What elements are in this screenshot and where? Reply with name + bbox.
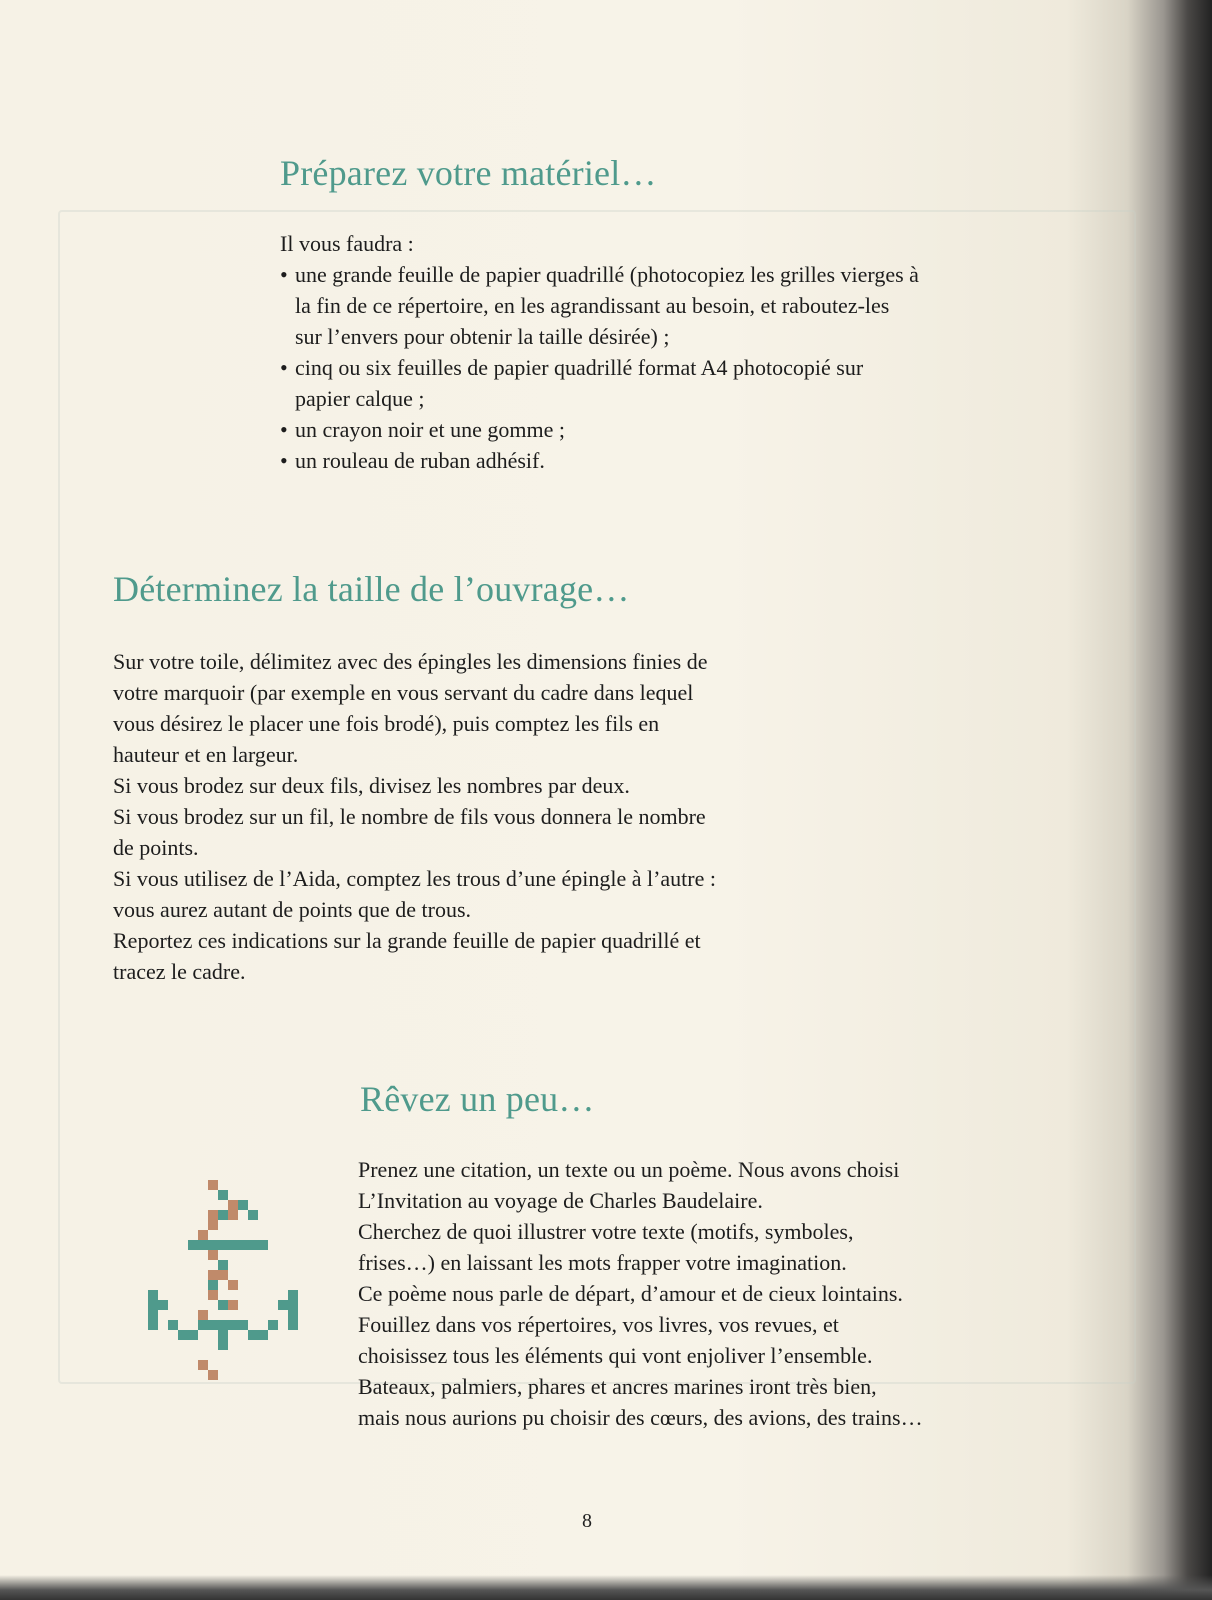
revez-text-line: Fouillez dans vos répertoires, vos livres, vos revues, et [358, 1312, 839, 1337]
taille-text-line: hauteur et en largeur. [113, 742, 299, 767]
revez-text-line: mais nous aurions pu choisir des cœurs, des avions, des trains… [358, 1405, 923, 1430]
show-through-script [140, 470, 156, 544]
materiel-item-line [280, 414, 919, 445]
taille-text-line: Si vous brodez sur deux fils, divisez les nombres par deux. [113, 773, 630, 798]
bullet-icon: • [280, 262, 288, 287]
scan-edge-shadow [0, 1575, 1212, 1600]
section-title-materiel: Préparez votre matériel… [280, 153, 657, 193]
revez-text-line: Bateaux, palmiers, phares et ancres marines iront très bien, [358, 1374, 877, 1399]
taille-text-line: Reportez ces indications sur la grande feuille de papier quadrillé et [113, 928, 701, 953]
materiel-intro: Il vous faudra : [280, 231, 414, 256]
bullet-icon: • [280, 355, 288, 380]
materiel-item-line [280, 321, 919, 352]
materiel-item-line [280, 352, 919, 383]
materiel-item-text: un rouleau de ruban adhésif. [295, 448, 545, 473]
section-title-taille: Déterminez la taille de l’ouvrage… [113, 569, 630, 609]
materiel-item-text: un crayon noir et une gomme ; [295, 417, 566, 442]
revez-text-line: choisissez tous les éléments qui vont enjoliver l’ensemble. [358, 1343, 873, 1368]
taille-text-line: Si vous utilisez de l’Aida, comptez les trous d’une épingle à l’autre : [113, 866, 717, 891]
taille-paragraph [113, 646, 716, 987]
revez-text-line: L’Invitation au voyage de Charles Baudelaire. [358, 1188, 763, 1213]
bullet-icon: • [280, 448, 288, 473]
materiel-item-text: cinq ou six feuilles de papier quadrillé format A4 photocopié sur [295, 355, 864, 380]
taille-text-line: Si vous brodez sur un fil, le nombre de fils vous donnera le nombre [113, 804, 706, 829]
revez-text-line: Prenez une citation, un texte ou un poème. Nous avons choisi [358, 1157, 900, 1182]
revez-text-line: Ce poème nous parle de départ, d’amour et de cieux lointains. [358, 1281, 903, 1306]
materiel-item-line [280, 290, 919, 321]
materiel-list [280, 228, 919, 476]
materiel-item-line [280, 383, 919, 414]
revez-paragraph [358, 1154, 923, 1433]
page-number: 8 [582, 1510, 592, 1532]
taille-text-line: votre marquoir (par exemple en vous servant du cadre dans lequel [113, 680, 694, 705]
taille-text-line: vous désirez le placer une fois brodé), puis comptez les fils en [113, 711, 660, 736]
taille-text-line: tracez le cadre. [113, 959, 246, 984]
revez-text-line: frises…) en laissant les mots frapper votre imagination. [358, 1250, 847, 1275]
anchor-cross-stitch-icon [148, 1180, 298, 1390]
materiel-item-text: papier calque ; [295, 386, 425, 411]
materiel-item-text: sur l’envers pour obtenir la taille désirée) ; [295, 324, 670, 349]
section-title-revez: Rêvez un peu… [360, 1079, 595, 1119]
materiel-items [280, 259, 919, 476]
revez-text-line: Cherchez de quoi illustrer votre texte (motifs, symboles, [358, 1219, 854, 1244]
materiel-item-text: une grande feuille de papier quadrillé (photocopiez les grilles vierges à [295, 262, 919, 287]
taille-text-line: Sur votre toile, délimitez avec des épingles les dimensions finies de [113, 649, 708, 674]
bullet-icon: • [280, 417, 288, 442]
materiel-item-line [280, 259, 919, 290]
materiel-item-text: la fin de ce répertoire, en les agrandissant au besoin, et raboutez-les [295, 293, 890, 318]
materiel-item-line [280, 445, 919, 476]
taille-text-line: de points. [113, 835, 199, 860]
taille-text-line: vous aurez autant de points que de trous. [113, 897, 472, 922]
